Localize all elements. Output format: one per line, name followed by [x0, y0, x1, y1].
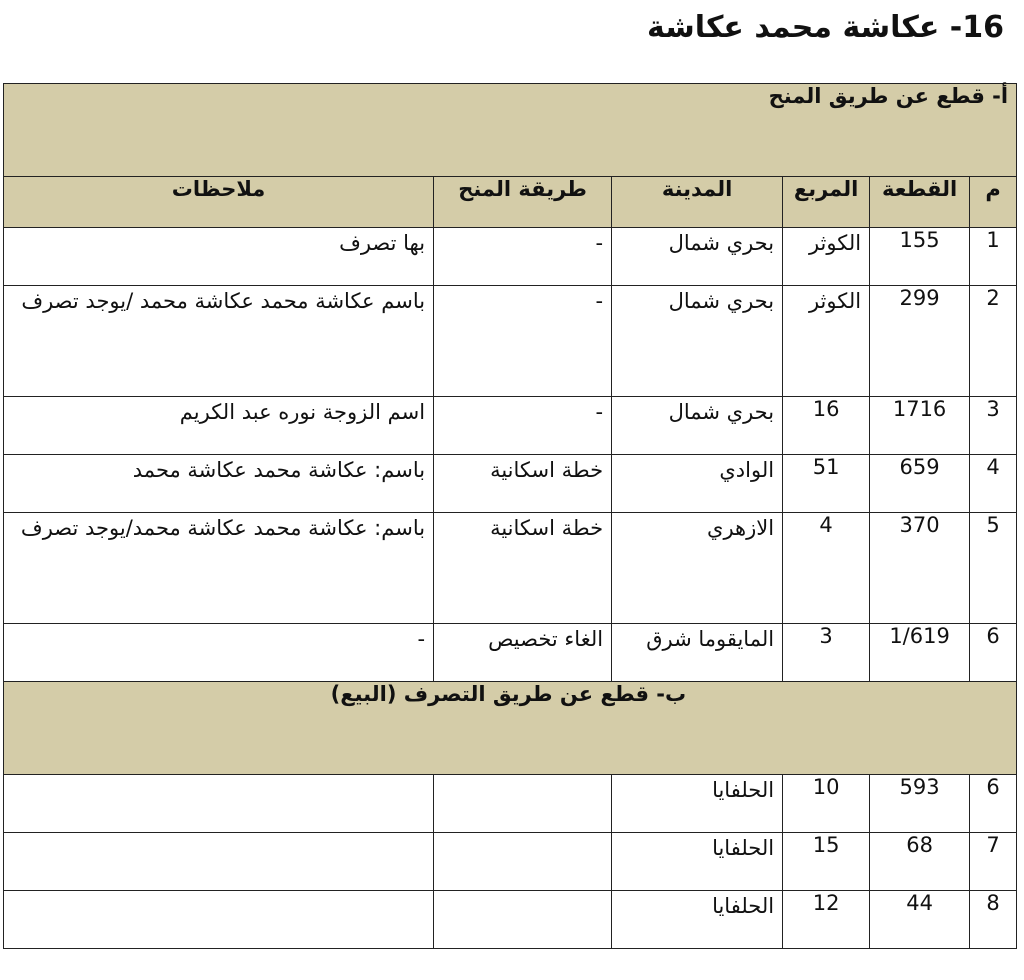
header-index: م	[970, 177, 1017, 228]
cell-method: الغاء تخصيص	[434, 624, 612, 682]
cell-index: 4	[970, 455, 1017, 513]
header-notes: ملاحظات	[4, 177, 434, 228]
cell-notes: باسم: عكاشة محمد عكاشة محمد	[4, 455, 434, 513]
header-plot: القطعة	[870, 177, 970, 228]
section-b-title: ب- قطع عن طريق التصرف (البيع)	[4, 682, 1017, 775]
cell-block: 3	[783, 624, 870, 682]
cell-city: الوادي	[612, 455, 783, 513]
table-row	[4, 833, 1017, 891]
cell-block: الكوثر	[783, 228, 870, 286]
cell-notes	[4, 833, 434, 891]
header-block: المربع	[783, 177, 870, 228]
cell-index: 6	[970, 624, 1017, 682]
section-b-row	[4, 682, 1017, 775]
header-city: المدينة	[612, 177, 783, 228]
cell-method: -	[434, 286, 612, 397]
cell-city: بحري شمال	[612, 228, 783, 286]
cell-plot: 44	[870, 891, 970, 949]
header-method: طريقة المنح	[434, 177, 612, 228]
cell-index: 5	[970, 513, 1017, 624]
cell-method: -	[434, 228, 612, 286]
cell-city: بحري شمال	[612, 397, 783, 455]
cell-plot: 370	[870, 513, 970, 624]
section-a-title: أ- قطع عن طريق المنح	[4, 84, 1017, 177]
cell-plot: 155	[870, 228, 970, 286]
cell-notes	[4, 891, 434, 949]
cell-city: الحلفايا	[612, 775, 783, 833]
header-row	[4, 177, 1017, 228]
cell-block: الكوثر	[783, 286, 870, 397]
cell-notes: -	[4, 624, 434, 682]
cell-index: 3	[970, 397, 1017, 455]
cell-plot: 299	[870, 286, 970, 397]
table-row	[4, 891, 1017, 949]
cell-city: الازهري	[612, 513, 783, 624]
cell-notes	[4, 775, 434, 833]
cell-block: 12	[783, 891, 870, 949]
cell-method: خطة اسكانية	[434, 513, 612, 624]
cell-block: 4	[783, 513, 870, 624]
table-row	[4, 228, 1017, 286]
cell-index: 6	[970, 775, 1017, 833]
cell-plot: 593	[870, 775, 970, 833]
page-title: 16- عكاشة محمد عكاشة	[647, 10, 1004, 45]
cell-block: 51	[783, 455, 870, 513]
cell-plot: 659	[870, 455, 970, 513]
cell-plot: 1/619	[870, 624, 970, 682]
cell-index: 1	[970, 228, 1017, 286]
cell-plot: 1716	[870, 397, 970, 455]
table-row	[4, 286, 1017, 397]
table-row	[4, 455, 1017, 513]
table-row	[4, 624, 1017, 682]
cell-notes: اسم الزوجة نوره عبد الكريم	[4, 397, 434, 455]
cell-notes: باسم: عكاشة محمد عكاشة محمد/يوجد تصرف	[4, 513, 434, 624]
cell-method: -	[434, 397, 612, 455]
cell-city: الحلفايا	[612, 891, 783, 949]
cell-block: 10	[783, 775, 870, 833]
cell-block: 16	[783, 397, 870, 455]
table-row	[4, 775, 1017, 833]
table-row	[4, 513, 1017, 624]
cell-notes: بها تصرف	[4, 228, 434, 286]
cell-plot: 68	[870, 833, 970, 891]
cell-method	[434, 833, 612, 891]
cell-index: 7	[970, 833, 1017, 891]
section-a-row	[4, 84, 1017, 177]
cell-city: بحري شمال	[612, 286, 783, 397]
table-row	[4, 397, 1017, 455]
cell-index: 2	[970, 286, 1017, 397]
cell-city: الحلفايا	[612, 833, 783, 891]
cell-city: المايقوما شرق	[612, 624, 783, 682]
land-table	[3, 83, 1017, 949]
cell-method	[434, 775, 612, 833]
cell-method	[434, 891, 612, 949]
cell-block: 15	[783, 833, 870, 891]
cell-notes: باسم عكاشة محمد عكاشة محمد /يوجد تصرف	[4, 286, 434, 397]
cell-method: خطة اسكانية	[434, 455, 612, 513]
cell-index: 8	[970, 891, 1017, 949]
